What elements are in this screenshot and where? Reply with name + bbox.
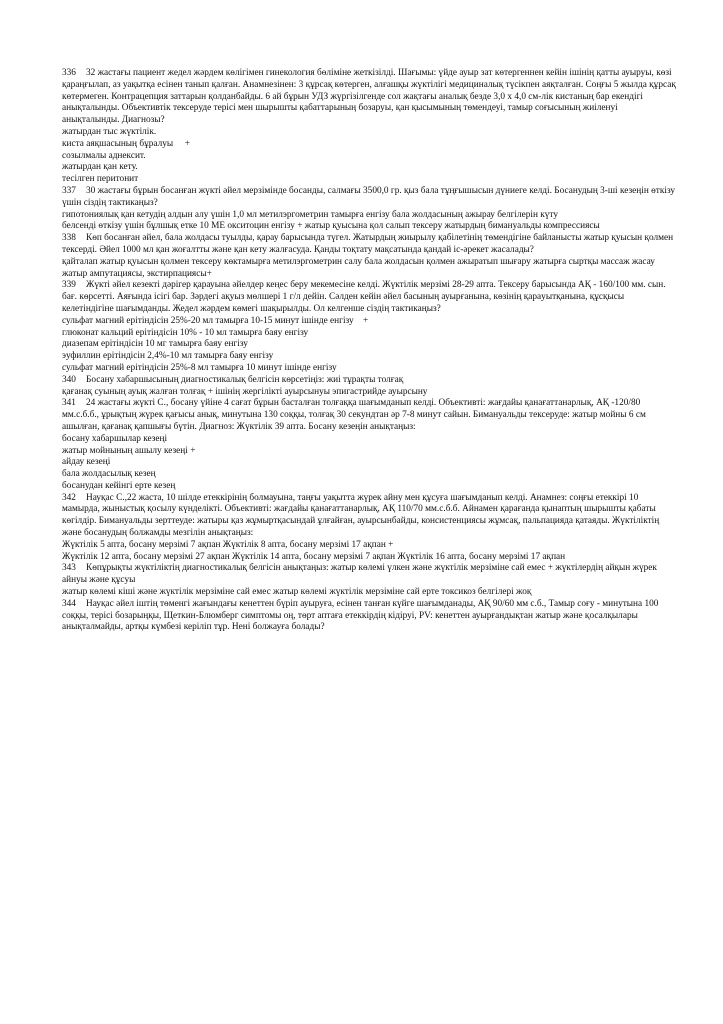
answer-option: жатыр көлемі кіші және жүктілік мерзіміне сай емес жатыр көлемі жүктілік мерзіміне сай ерте токсикоз белгілері жоқ	[62, 587, 532, 598]
question-text: Науқас әйел іштің төменгі жағындағы кенеттен бүріп ауыруға, есінен танған күйге шағымданады, АҚ 90/60 мм с.б., Тамыр соғу - минутына 100 соққы, терісі бозарыңқы, Щеткин-Блюмберг симптомы оң, төрт аптаға етеккірдің кідіруі, PV: кенеттен ауырғандықтан жатыр және қосалқылары анықталмайды, артқы күмбезі керіліп тұр. Нені болжауға болады?	[62, 598, 659, 633]
question-text-block	[62, 493, 677, 540]
question-number: 341	[62, 398, 76, 409]
question-text-block	[62, 375, 677, 387]
answer-option: қайталап жатыр қуысын қолмен тексеру көктамырға метилэргометрин салу бала жолдасын қолмен ажыратып шығару жатырға сыртқы массаж жасау жатыр ампутациясы, экстирпациясы+	[62, 256, 658, 279]
question-number: 337	[62, 185, 76, 196]
question-number: 338	[62, 233, 76, 244]
question-list	[62, 68, 677, 634]
answer-option: киста аяқшасының бұралуы +	[62, 138, 190, 149]
answer-option: Жүктілік 5 апта, босану мерзімі 7 ақпан Жүктілік 8 апта, босану мерзімі 17 ақпан +	[62, 539, 394, 550]
answer-option: жатыр мойнының ашылу кезеңі +	[62, 445, 196, 456]
question-text: Жүкті әйел кезекті дәрігер қарауына әйелдер кеңес беру мекемесіне келді. Жүктілік мерзімі 28-29 апта. Тексеру барысында АҚ - 160/100 мм. сын. бағ. көрсетті. Аяғында ісігі бар. Зәрдегі ақуыз мөлшері 1 г/л дейін. Сәлден кейін әйел басының ауырғанына, көзінің қараyытқанына, құсқысы келетіндігіне шағымданды. Жедел жәрдем көмегі шақырылды. Ол келгенше сіздің тактикаңыз?	[62, 280, 666, 314]
answer-option: қағанақ суының ауық жалған толғақ + ішінің жергілікті ауырсынуы эпигастрийде ауырсыну	[62, 386, 428, 397]
question-block	[62, 233, 677, 280]
question-block	[62, 375, 677, 399]
answer-option: жатырдан тыс жүктілік.	[62, 126, 157, 137]
answer-option: глюконат кальций ерітіндісін 10% - 10 мл тамырға баяу енгізу	[62, 327, 309, 338]
question-text-block	[62, 398, 677, 433]
question-number: 340	[62, 374, 76, 385]
question-text-block	[62, 280, 677, 315]
question-text: 32 жастағы пациент жедел жәрдем көлігімен гинекология бөліміне жеткізілді. Шағымы: үйде ауыр зат көтергеннен кейін ішінің қатты ауыруы, көзі қараңғылап, аз уақытқа есінен танып қалған. Анамнезінен: 3 құрсақ көтерген, алғашқы жүктілігі медициналық түсікпен аяқталған. Соңғы 5 жылда құрсақ көтермеген. Контрацепция заттарын қолданбайды. 6 ай бұрын УДЗ жүргізілгенде сол жақтағы аналық безде 3,0 х 4,0 см-лік кистаның бар екендігі анықталынды. Объективтік тексеруде терісі мен шырышты қабаттарының бозаруы, қан қысымының төмендеуі, тамыр соғысының жиіленуі анықталынды. Диагнозы?	[62, 68, 676, 126]
question-text: 30 жастағы бұрын босанған жүкті әйел мерзімінде босанды, салмағы 3500,0 гр. қыз бала тұңғышысын дүниеге келді. Босанудың 3-ші кезеңін өткізу үшін сіздің тактикаңыз?	[62, 185, 676, 208]
answer-option: созылмалы аднексит.	[62, 150, 146, 161]
question-number: 339	[62, 280, 76, 291]
question-text-block	[62, 186, 677, 210]
question-block	[62, 186, 677, 233]
question-text: Көпұрықты жүктіліктің диагностикалық белгісін анықтаңыз: жатыр көлемі үлкен және жүктілік мерзіміне сай емес + жүктілердің айқын жүрек айнуы және құсуы	[62, 563, 657, 586]
question-block	[62, 563, 677, 598]
answer-option: эуфиллин ерітіндісін 2,4%-10 мл тамырға баяу енгізу	[62, 351, 274, 362]
question-block	[62, 599, 677, 634]
question-text-block	[62, 233, 677, 257]
answer-option: белсенді өткізу үшін бұлшық етке 10 МЕ окситоцин енгізу + жатыр қуысына қол салып тексеру жатырдың бимануальды компрессиясы	[62, 221, 600, 232]
question-text-block	[62, 599, 677, 634]
question-number: 343	[62, 563, 76, 574]
question-block	[62, 280, 677, 374]
answer-option: Жүктілік 12 апта, босану мерзімі 27 ақпан Жүктілік 14 апта, босану мерзімі 7 ақпан Жүктілік 16 апта, босану мерзімі 17 ақпан	[62, 551, 566, 562]
answer-option: диазепам ерітіндісін 10 мг тамырға баяу енгізу	[62, 339, 248, 350]
question-number: 344	[62, 598, 76, 609]
question-block	[62, 493, 677, 564]
question-block	[62, 68, 677, 186]
question-block	[62, 398, 677, 492]
answer-option: бала жолдасылық кезең	[62, 469, 156, 480]
answer-option: айдау кезеңі	[62, 457, 111, 468]
question-text: 24 жастағы жүкті С., босану үйіне 4 сағат бұрын басталған толғаққа шағымданып келді. Объективті: жағдайы қанағаттанарлық, АҚ -120/80 мм.с.б.б., ұрықтың жүрек қағысы анық, минутына 130 соққы, толғақ 30 секундтан әр 7-8 минут сайын. Бимануальды тексеруде: жатыр мойны 6 см ашылған, қағанақ қапшығы бүтін. Диагноз: Жүктілік 39 апта. Босану кезеңін анықтаңыз:	[62, 398, 646, 432]
question-text: Науқас С.,22 жаста, 10 шілде етеккірінің болмауына, таңғы уақытта жүрек айну мен құсуға шағымданып келді. Анамнез: соңғы етеккірі 10 мамырда, жыныстық қосылу күнделікті. Объективті: жағдайы қанағаттанарлық, АҚ 110/70 мм.с.б.б. Айнамен қарағанда қынаптың шырышты қабаты көгілдір. Бимануальды зерттеуде: жатыры қаз жұмыртқасындай ұлғайған, ауырсынбайды, консистенциясы жұмсақ, пальпацияда қатаяды. Жүктіліктің және босанудың болжамды мезгілін анықтаңыз:	[62, 492, 660, 539]
question-text-block	[62, 68, 677, 127]
answer-option: гипотониялық қан кетудің алдын алу үшін 1,0 мл метилэргометрин тамырға енгізу бала жолдасының ажырау белгілерін күту	[62, 209, 559, 220]
answer-option: босану хабаршылар кезеңі	[62, 433, 168, 444]
question-number: 342	[62, 492, 76, 503]
question-text-block	[62, 563, 677, 587]
answer-option: босанудан кейінгі ерте кезең	[62, 480, 176, 491]
question-text: Босану хабаршысының диагностикалық белгісін көрсетіңіз: жиі тұрақты толғақ	[86, 374, 404, 385]
answer-option: сульфат магний ерітіндісін 25%-20 мл тамырға 10-15 минут ішінде енгізу +	[62, 315, 369, 326]
answer-option: сульфат магний ерітіндісін 25%-8 мл тамырға 10 минут ішінде енгізу	[62, 362, 337, 373]
answer-option: жатырдан қан кету.	[62, 162, 138, 173]
question-text: Көп босанған әйел, бала жолдасы туылды, қарау барысында түгел. Жатырдың жиырылу қабілетінің төмендігіне байланысты жатыр қуысын қолмен тексерді. Әйел 1000 мл қан жоғалтты және қан кету жалғасуда. Қанды тоқтату мақсатында қандай іс-әрекет жасалады?	[62, 233, 674, 255]
answer-option: тесілген перитонит	[62, 174, 139, 185]
question-number: 336	[62, 68, 76, 78]
